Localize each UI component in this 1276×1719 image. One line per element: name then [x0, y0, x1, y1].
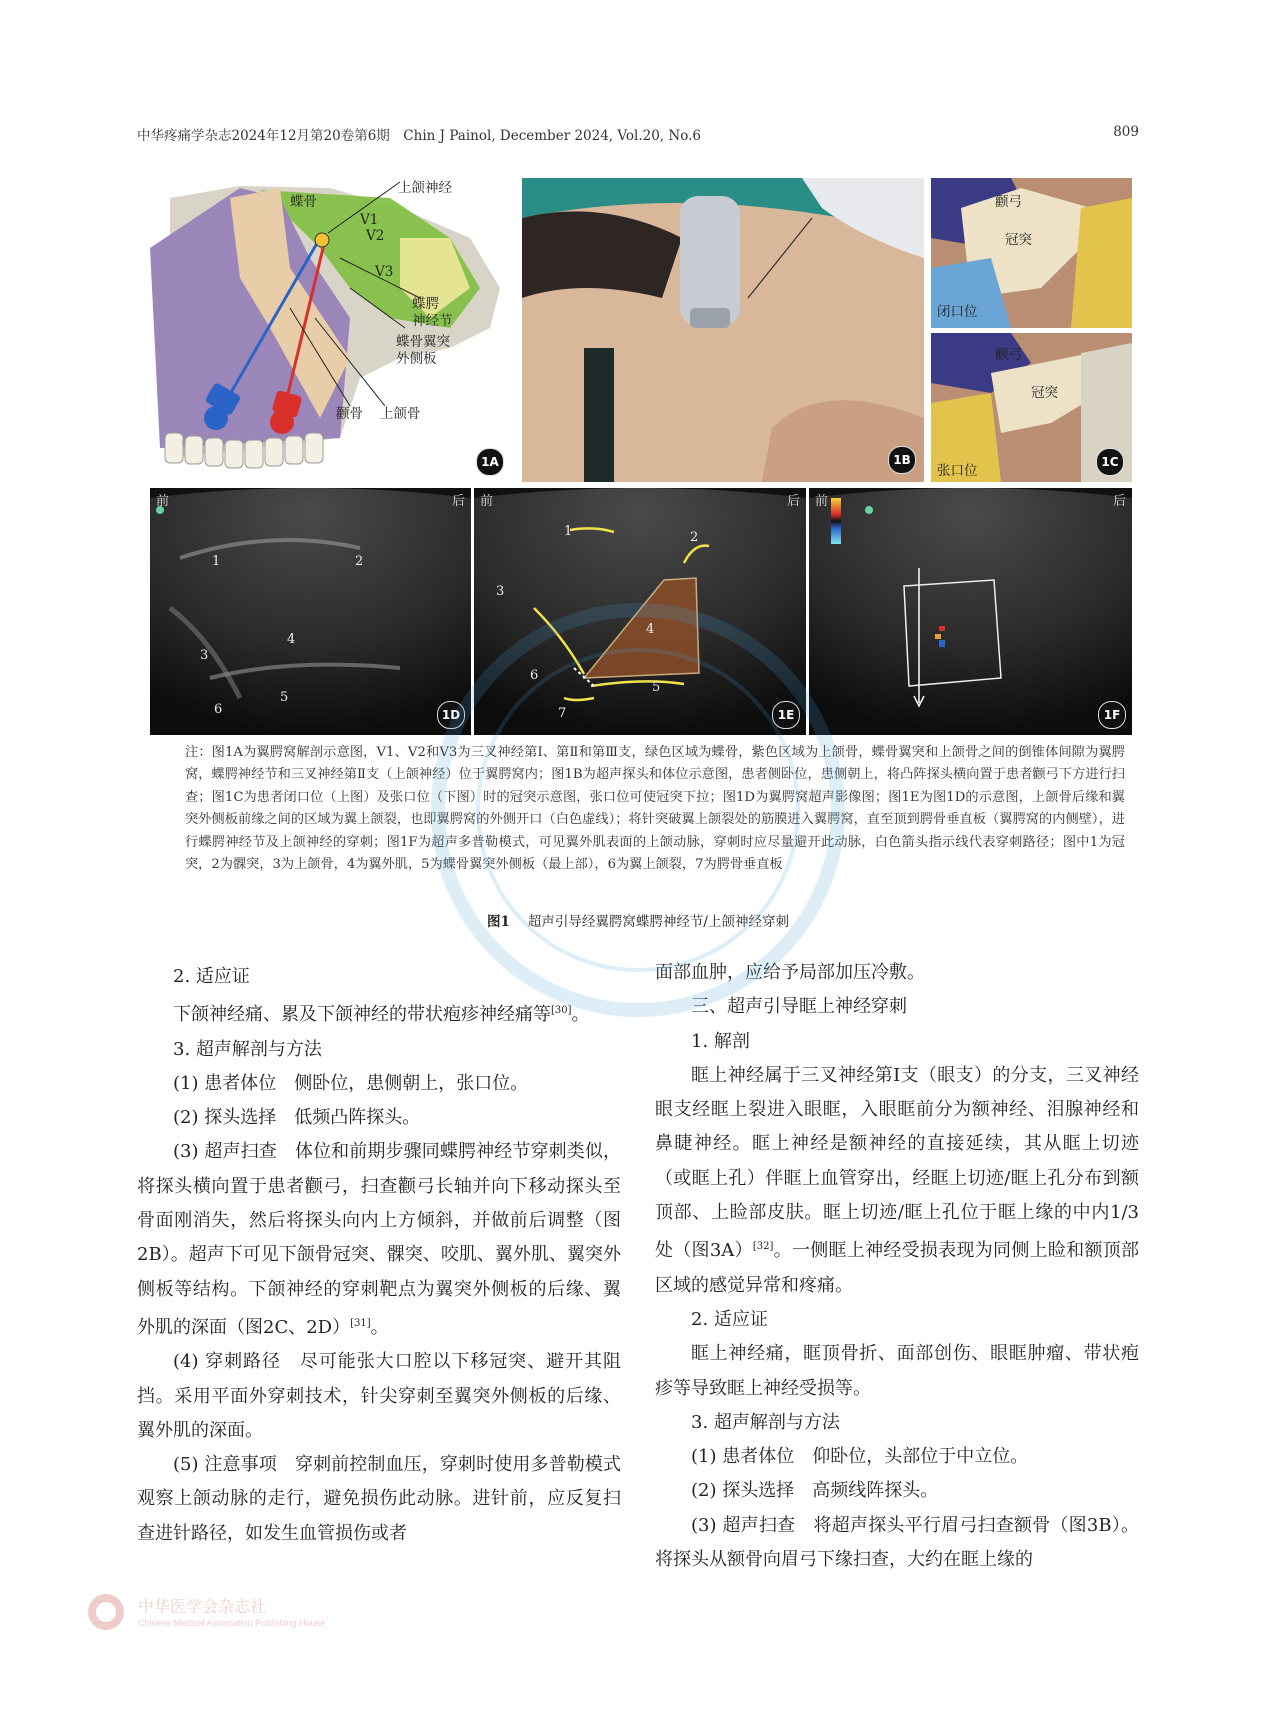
right-text-6: 3. 超声解剖与方法 — [691, 1411, 840, 1433]
front-label-d: 前 — [156, 494, 170, 509]
right-text-1: 三、超声引导眶上神经穿刺 — [691, 996, 907, 1018]
figure-1c-bottom — [931, 333, 1132, 482]
page-number: 809 — [1113, 124, 1139, 140]
figure-number: 图1 — [487, 914, 510, 930]
watermark-seal — [388, 560, 888, 1060]
running-header — [137, 124, 1139, 146]
right-paragraph-6 — [655, 1406, 1139, 1440]
front-label-e: 前 — [480, 494, 494, 509]
label-arch-top: 颧弓 — [995, 194, 1022, 210]
back-label-f: 后 — [1112, 494, 1126, 509]
label-lateral-plate: 蝶骨翼突 外侧板 — [396, 334, 450, 367]
marker-d-4: 4 — [287, 632, 296, 647]
left-text-2: 3. 超声解剖与方法 — [173, 1038, 322, 1060]
left-text-4: (2) 探头选择 低频凸阵探头。 — [173, 1107, 421, 1129]
label-maxilla: 上颌骨 — [380, 406, 421, 422]
ultrasound-probe — [680, 196, 740, 326]
label-zygomatic: 颧骨 — [336, 406, 363, 422]
right-text-5: 眶上神经痛，眶顶骨折、面部创伤、眼眶肿瘤、带状疱疹等导致眶上神经受损等。 — [655, 1343, 1139, 1399]
right-text-7: (1) 患者体位 仰卧位，头部位于中立位。 — [691, 1446, 1029, 1468]
marker-d-5: 5 — [280, 690, 289, 705]
publisher-logo-icon — [86, 1592, 126, 1632]
right-text-8: (2) 探头选择 高频线阵探头。 — [691, 1480, 939, 1502]
anatomy-illustration — [150, 178, 510, 482]
label-sphenoid: 蝶骨 — [290, 194, 317, 210]
left-text-3: (1) 患者体位 侧卧位，患侧朝上，张口位。 — [173, 1072, 529, 1094]
label-v3: V3 — [375, 264, 394, 280]
panel-label-1a: 1A — [476, 448, 504, 476]
right-paragraph-5 — [655, 1337, 1139, 1406]
left-text-1: 下颌神经痛、累及下颌神经的带状疱疹神经痛等 — [173, 1004, 551, 1026]
left-text-6: (4) 穿刺路径 尽可能张大口腔以下移冠突、避开其阻挡。采用平面外穿刺技术，针尖穿刺至翼突外侧板的后缘、翼外肌的深面。 — [137, 1351, 621, 1441]
left-paragraph-4 — [137, 1101, 621, 1135]
left-paragraph-3 — [137, 1067, 621, 1101]
left-paragraph-7 — [137, 1448, 621, 1551]
figure-1a-anatomy — [150, 178, 510, 482]
marker-d-1: 1 — [212, 554, 221, 569]
left-text-7: (5) 注意事项 穿刺前控制血压，穿刺时使用多普勒模式观察上颌动脉的走行，避免损伤此动脉。进针前，应反复扫查进针路径，如发生血管损伤或者 — [137, 1454, 621, 1544]
marker-e-3: 3 — [496, 584, 505, 599]
panel-label-1f: 1F — [1098, 701, 1126, 729]
left-paragraph-6 — [137, 1345, 621, 1448]
marker-e-6: 6 — [530, 668, 539, 683]
publisher-name-cn: 中华医学会杂志社 — [138, 1597, 267, 1616]
panel-label-1c: 1C — [1096, 448, 1124, 476]
right-paragraph-4 — [655, 1303, 1139, 1337]
marker-e-2: 2 — [690, 530, 699, 545]
panel-label-1d: 1D — [437, 701, 465, 729]
label-arch-bottom: 颧弓 — [995, 347, 1022, 363]
figure-1c-top — [931, 178, 1132, 328]
panel-label-1e: 1E — [772, 701, 800, 729]
right-text-0: 面部血肿，应给予局部加压冷敷。 — [655, 962, 925, 983]
left-text-5: (3) 超声扫查 体位和前期步骤同蝶腭神经节穿刺类似，将探头横向置于患者颧弓，扫查颧弓长轴并向下移动探头至骨面刚消失，然后将探头向内上方倾斜，并做前后调整（图2B）。超声下可见下颌骨冠突、髁突、咬肌、翼外肌、翼突外侧板等结构。下颌神经的穿刺靶点为翼突外侧板的后缘、翼外肌的深面（图2C、2D） — [137, 1141, 621, 1338]
panel-label-1b: 1B — [888, 446, 916, 474]
label-closed-position: 闭口位 — [937, 304, 978, 320]
label-open-position: 张口位 — [937, 463, 978, 479]
front-label-f: 前 — [815, 494, 829, 509]
right-text-2: 1. 解剖 — [691, 1030, 750, 1052]
left-text-0: 2. 适应证 — [173, 966, 250, 987]
back-label-d: 后 — [451, 494, 465, 509]
left-paragraph-5 — [137, 1135, 621, 1345]
label-coronoid-top: 冠突 — [1005, 232, 1032, 248]
marker-d-3: 3 — [200, 648, 209, 663]
patient-photo — [522, 178, 924, 482]
right-paragraph-7 — [655, 1440, 1139, 1474]
publisher-name-en: Chinese Medical Association Publishing House — [138, 1618, 326, 1628]
right-text-3: 眶上神经属于三叉神经第Ⅰ支（眼支）的分支，三叉神经眼支经眶上裂进入眼眶，入眼眶前分为额神经、泪腺神经和鼻睫神经。眶上神经是额神经的直接延续，其从眶上切迹（或眶上孔）伴眶上血管穿出，经眶上切迹/眶上孔分布到额顶部、上睑部皮肤。眶上切迹/眶上孔位于眶上缘的中内1/3处（图3A） — [655, 1064, 1139, 1262]
marker-e-7: 7 — [558, 706, 567, 721]
marker-e-4: 4 — [646, 622, 655, 637]
journal-info: 中华疼痛学杂志2024年12月第20卷第6期 Chin J Painol, December 2024, Vol.20, No.6 — [137, 128, 701, 144]
right-paragraph-8 — [655, 1474, 1139, 1508]
citation-ref: [32] — [752, 1241, 774, 1253]
publisher-mark — [86, 1586, 586, 1646]
left-tail-1: 。 — [571, 1004, 590, 1026]
right-paragraph-3 — [655, 1059, 1139, 1303]
marker-d-6: 6 — [214, 702, 223, 717]
right-text-4: 2. 适应证 — [691, 1308, 768, 1330]
label-v2: V2 — [366, 228, 385, 244]
right-text-9: (3) 超声扫查 将超声探头平行眉弓扫查额骨（图3B）。将探头从额骨向眉弓下缘扫查，大约在眶上缘的 — [655, 1514, 1139, 1571]
left-tail-5: 。 — [370, 1316, 389, 1338]
marker-d-2: 2 — [355, 554, 364, 569]
citation-ref: [30] — [551, 1005, 572, 1017]
figure-1b-photo — [522, 178, 924, 482]
label-ganglion: 蝶腭 神经节 — [412, 296, 453, 329]
citation-ref: [31] — [350, 1317, 371, 1329]
label-coronoid-bottom: 冠突 — [1031, 385, 1058, 401]
right-paragraph-9 — [655, 1509, 1139, 1578]
label-maxillary-nerve: 上颌神经 — [398, 180, 452, 196]
marker-e-1: 1 — [564, 524, 573, 539]
back-label-e: 后 — [786, 494, 800, 509]
figure-title-text: 超声引导经翼腭窝蝶腭神经节/上颌神经穿刺 — [527, 914, 789, 930]
label-v1: V1 — [360, 212, 379, 228]
figure-caption: 注：图1A为翼腭窝解剖示意图，V1、V2和V3为三叉神经第Ⅰ、第Ⅱ和第Ⅲ支，绿色区域为蝶骨，紫色区域为上颌骨，蝶骨翼突和上颌骨之间的倒锥体间隙为翼腭窝，蝶腭神经节和三叉神经第Ⅱ支（上颌神经）位于翼腭窝内；图1B为超声探头和体位示意图，患者侧卧位，患侧朝上，将凸阵探头横向置于患者颧弓下方进行扫查；图1C为患者闭口位（上图）及张口位（下图）时的冠突示意图，张口位可使冠突下拉；图1D为翼腭窝超声影像图；图1E为图1D的示意图，上颌骨后缘和翼突外侧板前缘之间的区域为翼上颌裂，也即翼腭窝的外侧开口（白色虚线）；将针突破翼上颌裂处的筋膜进入翼腭窝，直至顶到腭骨垂直板（翼腭窝的内侧壁），进行蝶腭神经节及上颌神经的穿刺；图1F为超声多普勒模式，可见翼外肌表面的上颌动脉，穿刺时应尽量避开此动脉，白色箭头指示线代表穿刺路径；图中1为冠突，2为髁突，3为上颌骨，4为翼外肌，5为蝶骨翼突外侧板（最上部），6为翼上颌裂，7为腭骨垂直板 — [185, 745, 1125, 873]
privacy-bar — [584, 348, 614, 482]
doppler-color-scale — [831, 498, 841, 544]
marker-e-5: 5 — [652, 680, 661, 695]
right-tail-3: 。一侧眶上神经受损表现为同侧上睑和额顶部区域的感觉异常和疼痛。 — [655, 1240, 1140, 1296]
